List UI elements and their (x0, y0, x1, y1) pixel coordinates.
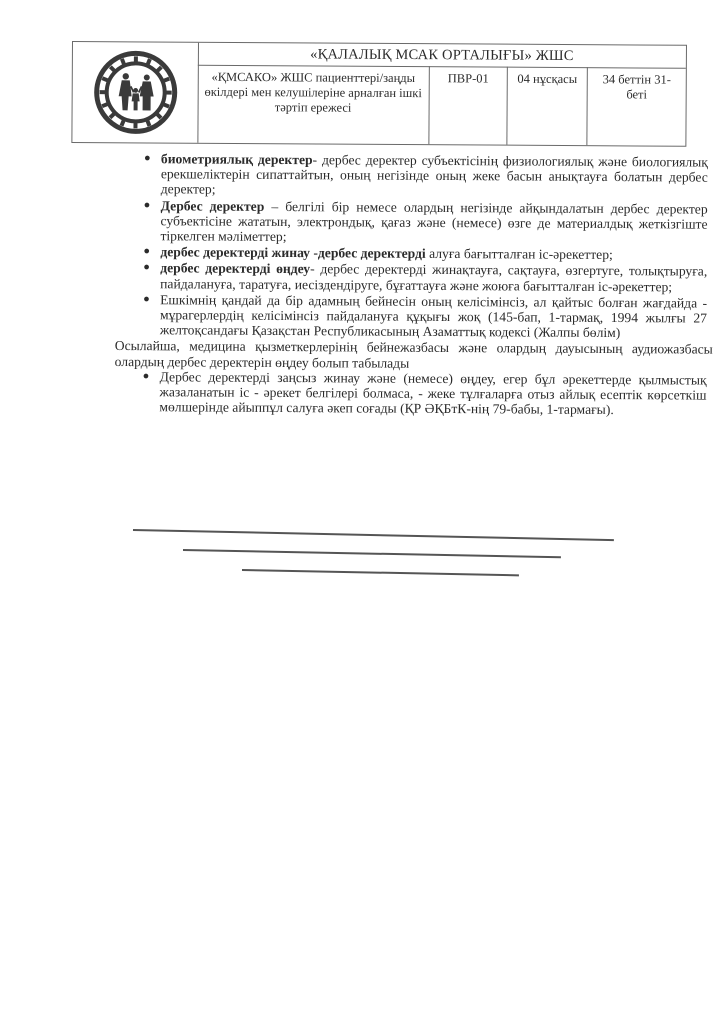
term: Дербес деректер (160, 197, 265, 214)
divider-line (242, 569, 519, 576)
list-item (116, 369, 706, 418)
term: биометриялық деректер (160, 151, 313, 168)
bullet-icon: ● (142, 369, 150, 383)
term: дербес деректерді жинау -дербес деректерді (160, 244, 426, 262)
bullet-icon: ● (143, 152, 151, 165)
definition: алуға бағытталған іс-әрекеттер; (425, 246, 613, 263)
list-item (117, 198, 707, 247)
statement: Ешкімнің қандай да бір адамның бейнесін оның келісімінсіз, ал қайтыс болған жағдайда - мұрагерлердің келісімінсіз пайдалануға құқығы жоқ (145-бап, 1-тармақ, 1994 жылғы 27 желтоқсандағы Қазақстан Республикасының Азаматтық кодексі (Жалпы бөлім) (159, 292, 708, 341)
statement: Дербес деректерді заңсыз жинау және (немесе) өңдеу, егер бұл әрекеттерде қылмыстық жазаланатын іс - әрекет белгілері болмаса, - жеке тұлғаларға отыз айлық есептік көрсеткіш мөлшерінде айыппұл салуға әкеп соғады (ҚР ӘҚБтК-нің 79-бабы, 1-тармағы). (159, 369, 707, 418)
divider-line (183, 549, 561, 558)
conclusion-paragraph: Осылайша, медицина қызметкерлерінің бейнежазбасы және олардың дауысының аудиожазбасы олардың дербес деректерін өңдеу болып табылады (114, 338, 713, 371)
document-body (116, 151, 714, 419)
page-number-cell: 34 беттін 31-беті (602, 72, 671, 102)
version-cell: 04 нұсқасы (507, 67, 587, 145)
definition: – белгілі бір немесе олардың негізінде айқындалатын дербес деректер субъектісіне жататын, электрондық, қағаз және (немесе) өзге де материалдық жеткізгіште тіркелген мәліметтер; (160, 198, 708, 245)
list-item (117, 260, 707, 294)
term: дербес деректерді өңдеу (160, 260, 311, 277)
definitions-list (117, 151, 708, 341)
penalty-list (116, 369, 706, 418)
definition: - дербес деректерді жинақтауға, сақтауға, өзгертуге, толықтыруға, пайдалануға, таратуға, иесіздендіруге, бұғаттауға және жоюға бағытталған іс-әрекеттер; (160, 261, 708, 295)
list-item (117, 292, 707, 341)
family-circle-logo-icon (93, 50, 178, 135)
list-item (118, 151, 708, 200)
divider-line (133, 529, 614, 541)
bullet-icon: ● (143, 245, 151, 258)
bullet-icon: ● (143, 198, 151, 211)
definition: - дербес деректер субъектісінің физиологиялық және биологиялық ерекшеліктерін сипаттайтын, оның негізінде оның жеке басын анықтауға болатын дербес деректер; (160, 152, 708, 198)
organization-title: «ҚАЛАЛЫҚ МСАК ОРТАЛЫҒЫ» ЖШС (198, 43, 686, 69)
bullet-icon: ● (143, 292, 150, 306)
bullet-icon: ● (143, 261, 150, 274)
document-header-table (71, 41, 687, 147)
document-code-cell: ПВР-01 (429, 66, 507, 144)
document-name-cell: «ҚМСАКО» ЖШС пациенттері/заңды өкілдері мен келушілеріне арналған ішкі тәртіп ережесі (197, 65, 429, 144)
logo-cell (72, 42, 199, 143)
